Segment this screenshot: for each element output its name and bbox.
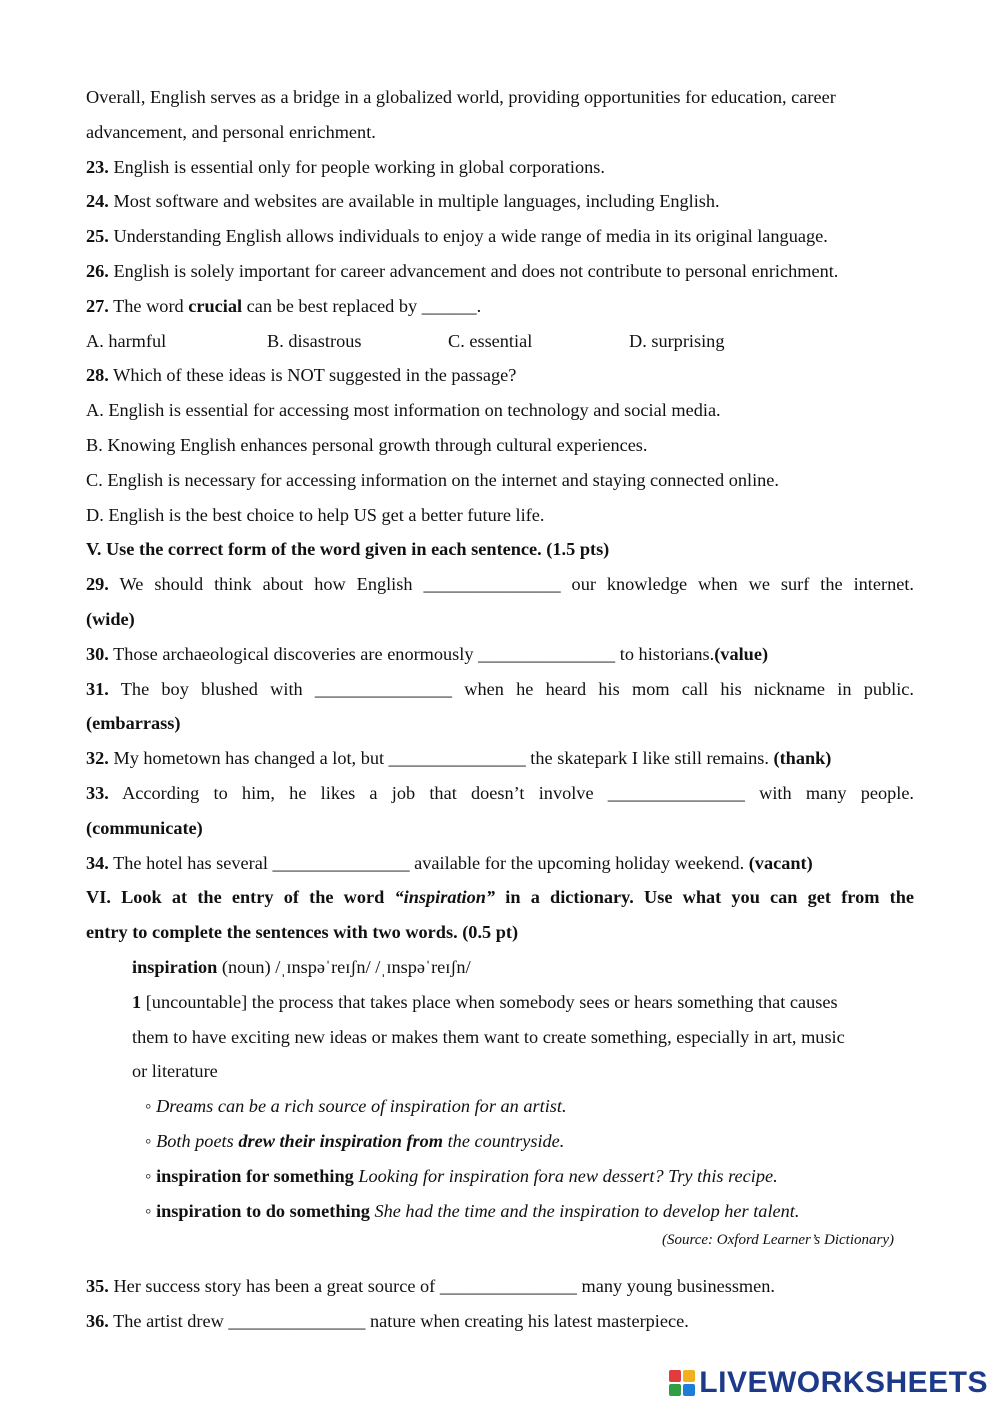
example-text: She had the time and the inspiration to develop her talent. [369, 1200, 800, 1221]
question-25 [86, 219, 914, 254]
liveworksheets-logo [669, 1366, 988, 1400]
example-3 [145, 1159, 914, 1194]
dictionary-entry [86, 950, 914, 1089]
question-24 [86, 184, 914, 219]
question-number: 35. [86, 1276, 109, 1297]
definition-text: [uncountable] the process that takes place when somebody sees or hears something that causes [141, 991, 838, 1012]
option-d[interactable]: D. surprising [629, 330, 725, 351]
heading-text: in a dictionary. Use what you can get from the [495, 887, 914, 908]
question-text: Which of these ideas is NOT suggested in the passage? [113, 365, 517, 386]
example-text: Dreams can be a rich source of inspiration for an artist. [156, 1096, 567, 1117]
question-number: 30. [86, 643, 109, 664]
logo-text: LIVEWORKSHEETS [699, 1366, 988, 1399]
logo-mark-icon [669, 1370, 695, 1396]
question-29 [86, 567, 914, 602]
option-d[interactable]: D. English is the best choice to help US get a better future life. [86, 504, 545, 525]
pattern: inspiration for something [156, 1165, 354, 1186]
bullet-icon: ◦ [145, 1130, 152, 1151]
question-text: Her success story has been a great source of _______________ many young businessmen. [113, 1276, 775, 1297]
question-text: The hotel has several _______________ available for the upcoming holiday weekend. [113, 852, 749, 873]
option-c[interactable]: C. essential [448, 330, 533, 351]
question-34 [86, 846, 914, 881]
option-a[interactable]: A. English is essential for accessing most information on technology and social media. [86, 400, 721, 421]
word-cue: (embarrass) [86, 713, 181, 734]
definition-line: or literature [132, 1061, 218, 1082]
question-number: 24. [86, 191, 109, 212]
question-number: 32. [86, 748, 109, 769]
question-text: The artist drew _______________ nature when creating his latest masterpiece. [113, 1311, 689, 1332]
example-2 [145, 1124, 914, 1159]
question-35 [86, 1269, 914, 1304]
passage-line: Overall, English serves as a bridge in a globalized world, providing opportunities for education, career [86, 87, 836, 107]
worksheet-page [86, 80, 914, 1339]
pos-pronunciation: (noun) /ˌɪnspəˈreɪʃn/ /ˌɪnspəˈreɪʃn/ [217, 956, 471, 977]
question-text: can be best replaced by ______. [242, 295, 482, 316]
example-1 [145, 1089, 914, 1124]
question-number: 28. [86, 365, 109, 386]
sense-number: 1 [132, 991, 142, 1012]
question-text: English is essential only for people working in global corporations. [113, 156, 605, 177]
word-cue: (vacant) [748, 852, 813, 873]
example-text: Looking for inspiration fora new dessert? Try this recipe. [353, 1165, 778, 1186]
option-a[interactable]: A. harmful [86, 330, 167, 351]
question-number: 26. [86, 260, 109, 281]
definition-line [132, 985, 914, 1020]
question-text: English is solely important for career advancement and does not contribute to personal enrichment. [113, 260, 839, 281]
bullet-icon: ◦ [145, 1165, 152, 1186]
heading-text: VI. Look at the entry of the word [86, 887, 395, 908]
example-text: Both poets [156, 1130, 239, 1151]
question-number: 31. [86, 678, 109, 699]
passage-line: advancement, and personal enrichment. [86, 121, 376, 142]
section-6-heading [86, 880, 914, 915]
question-number: 33. [86, 782, 109, 803]
question-number: 36. [86, 1311, 109, 1332]
word-cue: (value) [714, 643, 769, 664]
headword: inspiration [132, 956, 218, 977]
question-text: Most software and websites are available in multiple languages, including English. [113, 191, 720, 212]
bullet-icon: ◦ [145, 1096, 152, 1117]
example-text: the countryside. [443, 1130, 565, 1151]
options-27 [86, 324, 914, 359]
option-b[interactable]: B. Knowing English enhances personal growth through cultural experiences. [86, 434, 648, 455]
question-text: Those archaeological discoveries are enormously _______________ to historians. [113, 643, 715, 664]
question-number: 23. [86, 156, 109, 177]
question-27 [86, 289, 914, 324]
question-33 [86, 776, 914, 811]
question-36 [86, 1304, 914, 1339]
entry-headline [132, 950, 914, 985]
question-31 [86, 672, 914, 707]
question-number: 25. [86, 226, 109, 247]
option-c[interactable]: C. English is necessary for accessing information on the internet and staying connected online. [86, 469, 779, 490]
question-30 [86, 637, 914, 672]
question-number: 27. [86, 295, 109, 316]
bullet-icon: ◦ [145, 1200, 152, 1221]
question-number: 34. [86, 852, 109, 873]
word-cue: (communicate) [86, 817, 203, 838]
question-text: According to him, he likes a job that doesn’t involve _______________ with many people. [122, 782, 915, 803]
target-word: crucial [188, 295, 243, 316]
question-26 [86, 254, 914, 289]
question-32 [86, 741, 914, 776]
collocation: drew their inspiration from [238, 1130, 444, 1151]
word-cue: (wide) [86, 608, 135, 629]
dictionary-source: (Source: Oxford Learner’s Dictionary) [661, 1232, 894, 1249]
pattern: inspiration to do something [156, 1200, 370, 1221]
heading-word: “inspiration” [394, 887, 496, 908]
option-b[interactable]: B. disastrous [267, 330, 362, 351]
section-6-heading-line2: entry to complete the sentences with two words. (0.5 pt) [86, 922, 519, 943]
question-23 [86, 150, 914, 185]
question-text: Understanding English allows individuals to enjoy a wide range of media in its original language. [113, 226, 828, 247]
question-text: My hometown has changed a lot, but _______________ the skatepark I like still remains. [113, 748, 774, 769]
question-28 [86, 358, 914, 393]
question-number: 29. [86, 574, 109, 595]
question-text: We should think about how English _______________ our knowledge when we surf the internet. [119, 574, 914, 595]
section-5-heading: V. Use the correct form of the word given in each sentence. (1.5 pts) [86, 539, 610, 560]
word-cue: (thank) [773, 748, 832, 769]
definition-line: them to have exciting new ideas or makes them want to create something, especially in art, music [132, 1026, 845, 1047]
question-text: The word [113, 295, 189, 316]
question-text: The boy blushed with _______________ when he heard his mom call his nickname in public. [120, 678, 914, 699]
examples [86, 1089, 914, 1228]
example-4 [145, 1194, 914, 1229]
